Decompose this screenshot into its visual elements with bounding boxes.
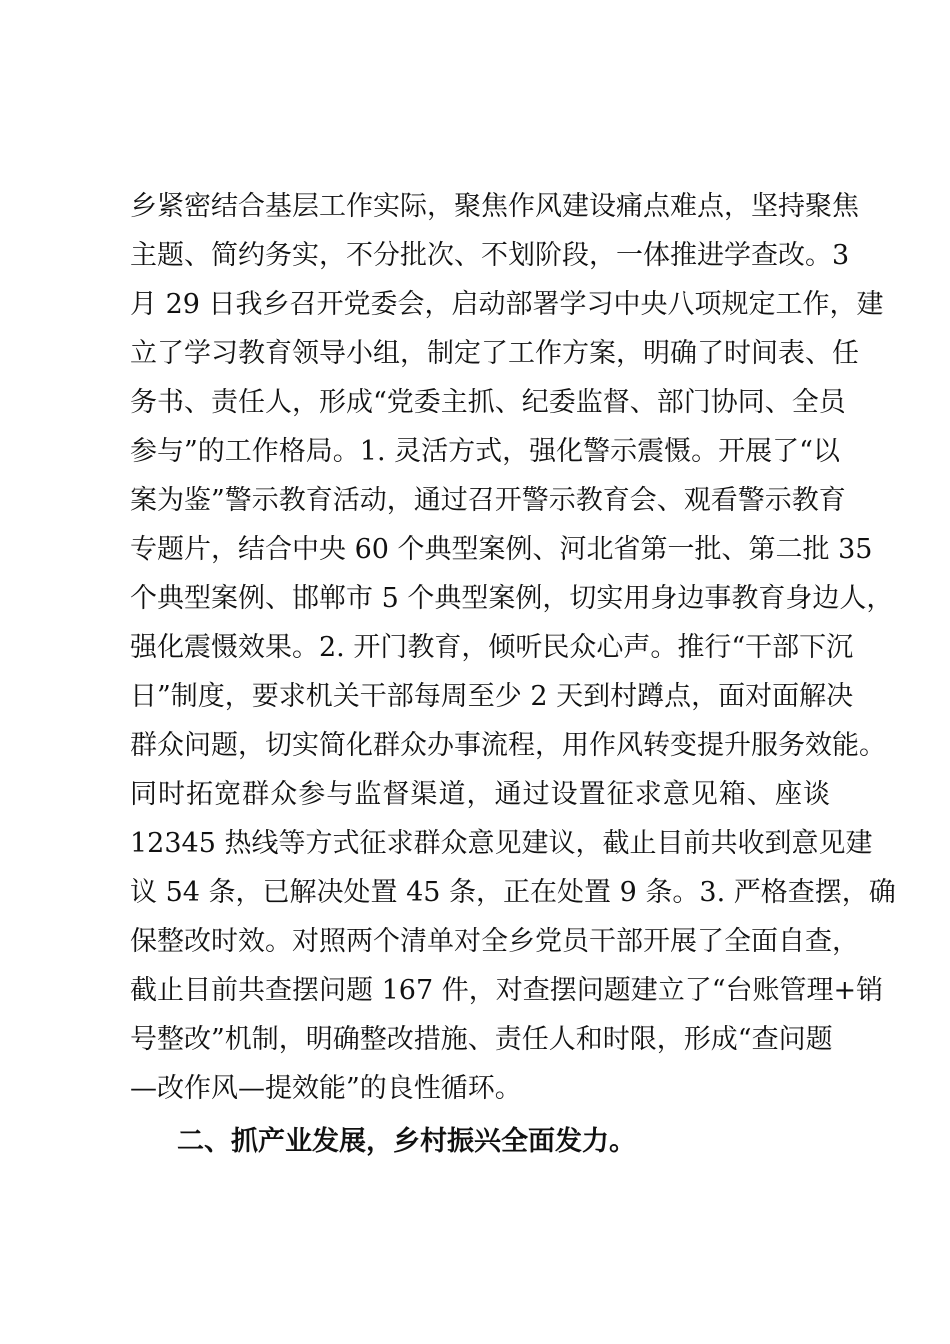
paragraph-line: 保整改时效。对照两个清单对全乡党员干部开展了全面自查，	[130, 926, 859, 957]
paragraph-line: 月 29 日我乡召开党委会，启动部署学习中央八项规定工作，建	[130, 289, 884, 320]
paragraph-line: 截止目前共查摆问题 167 件，对查摆问题建立了“台账管理+销	[130, 975, 884, 1006]
paragraph-line: 参与”的工作格局。1. 灵活方式，强化警示震慑。开展了“以	[130, 436, 840, 467]
paragraph-line: 乡紧密结合基层工作实际，聚焦作风建设痛点难点，坚持聚焦	[130, 191, 859, 222]
paragraph-line: 群众问题，切实简化群众办事流程，用作风转变提升服务效能。	[130, 730, 886, 761]
paragraph-line: 号整改”机制，明确整改措施、责任人和时限，形成“查问题	[130, 1024, 833, 1055]
paragraph-line: 同时拓宽群众参与监督渠道，通过设置征求意见箱、座谈	[130, 779, 830, 810]
paragraph-line: —改作风—提效能”的良性循环。	[130, 1073, 522, 1104]
paragraph-line: 议 54 条，已解决处置 45 条，正在处置 9 条。3. 严格查摆，确	[130, 877, 896, 908]
paragraph-line: 日”制度，要求机关干部每周至少 2 天到村蹲点，面对面解决	[130, 681, 854, 712]
paragraph-line: 12345 热线等方式征求群众意见建议，截止目前共收到意见建	[130, 828, 873, 859]
paragraph-line: 案为鉴”警示教育活动，通过召开警示教育会、观看警示教育	[130, 485, 846, 516]
paragraph-line: 专题片，结合中央 60 个典型案例、河北省第一批、第二批 35	[130, 534, 873, 565]
paragraph-line: 个典型案例、邯郸市 5 个典型案例，切实用身边事教育身边人，	[130, 583, 894, 614]
paragraph-line: 强化震慑效果。2. 开门教育，倾听民众心声。推行“干部下沉	[130, 632, 854, 663]
section-heading: 二、抓产业发展，乡村振兴全面发力。	[177, 1126, 636, 1157]
paragraph-line: 主题、简约务实，不分批次、不划阶段，一体推进学查改。3	[130, 240, 850, 271]
paragraph-line: 务书、责任人，形成“党委主抓、纪委监督、部门协同、全员	[130, 387, 846, 418]
paragraph-line: 立了学习教育领导小组，制定了工作方案，明确了时间表、任	[130, 338, 859, 369]
body-paragraph	[130, 182, 896, 1113]
